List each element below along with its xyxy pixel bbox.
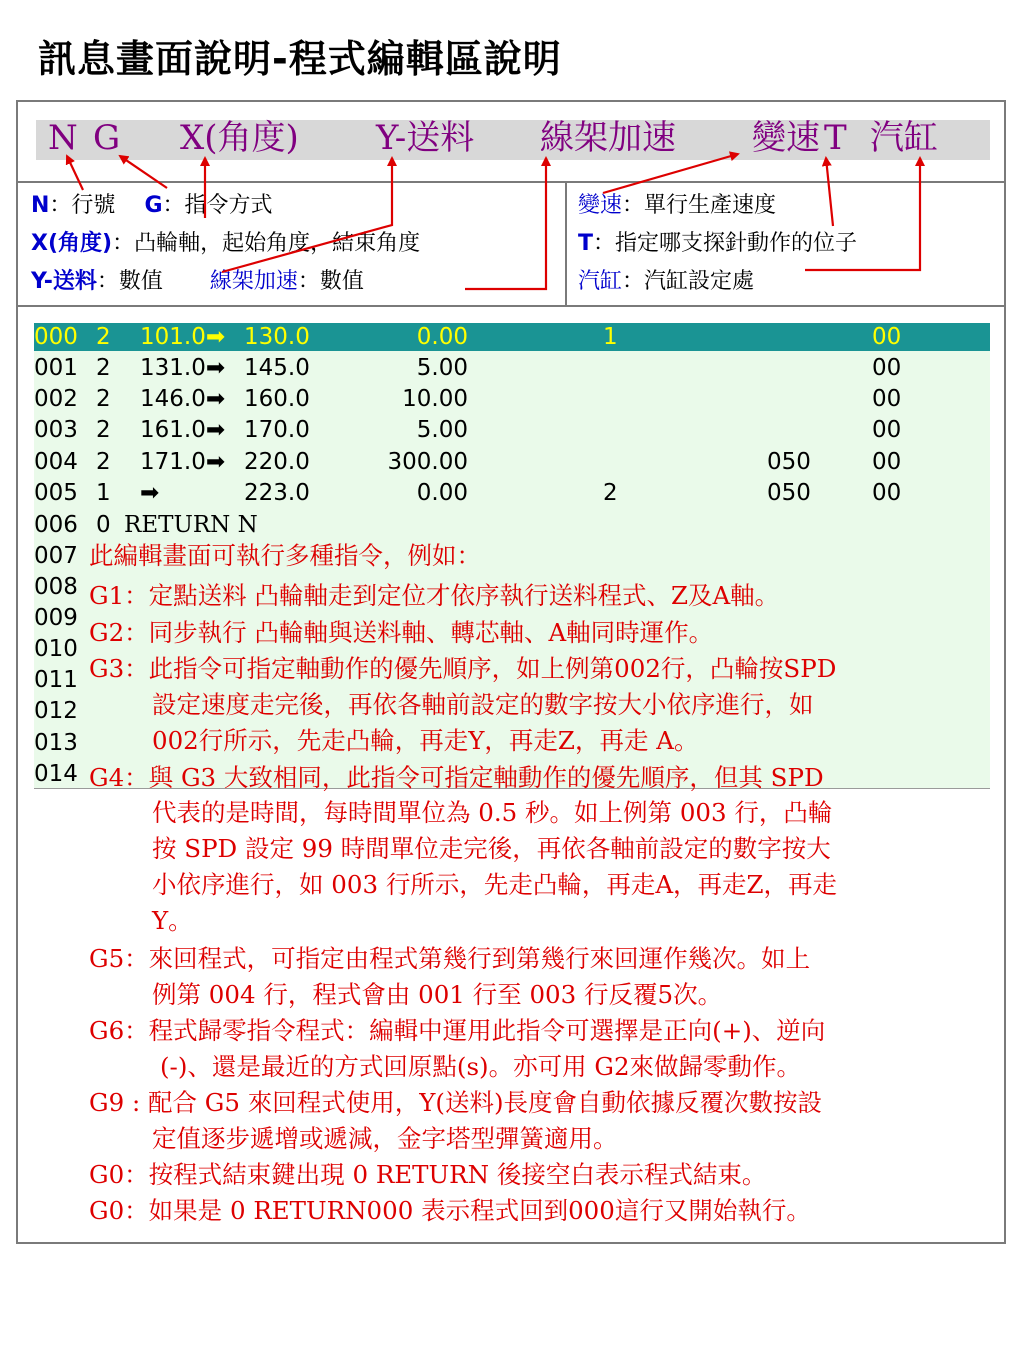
line-number: 009 [34, 605, 78, 631]
row-g-code: 2 [96, 355, 111, 381]
header-n: N [48, 118, 78, 158]
legend-cylinder-desc: ：汽缸設定處 [622, 269, 755, 294]
line-number: 010 [34, 636, 78, 662]
row-speed: 1 [603, 324, 618, 350]
legend-y-key: Y-送料 [31, 269, 97, 294]
row-feed-value: 5.00 [416, 355, 468, 381]
arrow-y-feed [222, 158, 392, 272]
line-number: 007 [34, 543, 78, 569]
row-end-angle: 220.0 [244, 449, 310, 475]
note-intro: 此編輯畫面可執行多種指令，例如： [89, 541, 481, 570]
row-line-number: 005 [34, 480, 78, 506]
note-g9-cont: 定值逐步遞增或遞減，金字塔型彈簧適用。 [152, 1124, 618, 1153]
row-start-angle: 131.0➡ [140, 355, 226, 381]
note-g4-cont: 小依序進行，如 003 行所示，先走凸輪，再走A，再走Z，再走 [152, 870, 838, 899]
note-g1: G1：定點送料 凸輪軸走到定位才依序執行送料程式、Z及A軸。 [89, 581, 780, 610]
legend-feeder-desc: ：數值 [297, 269, 364, 294]
note-g3-cont: 設定速度走完後，再依各軸前設定的數字按大小依序進行，如 [152, 690, 814, 719]
header-feeder-accel: 線架加速 [540, 118, 676, 158]
row-cylinder: 00 [872, 480, 902, 506]
row-line-number: 004 [34, 449, 78, 475]
arrow-t [826, 158, 833, 226]
legend-t-key: T [578, 231, 594, 256]
note-g3-cont: 002行所示，先走凸輪，再走Y，再走Z，再走 A。 [152, 726, 699, 755]
legend-x-desc: ：凸輪軸，起始角度，結束角度 [112, 231, 421, 256]
arrow-cylinder [805, 158, 920, 270]
row-end-angle: 223.0 [244, 480, 310, 506]
row-line-number: 003 [34, 417, 78, 443]
note-g3: G3：此指令可指定軸動作的優先順序，如上例第002行，凸輪按SPD [89, 654, 837, 683]
row-start-angle: 171.0➡ [140, 449, 226, 475]
legend-t-desc: ：指定哪支探針動作的位子 [593, 231, 858, 256]
row-cylinder: 00 [872, 449, 902, 475]
legend-x-key: X(角度) [31, 231, 113, 256]
note-g0-end: G0：按程式結束鍵出現 0 RETURN 後接空白表示程式結束。 [89, 1160, 767, 1189]
line-number: 011 [34, 667, 78, 693]
legend-n-desc: ：行號 [49, 193, 116, 218]
note-g0-return: G0：如果是 0 RETURN000 表示程式回到000這行又開始執行。 [89, 1196, 811, 1225]
header-cylinder: 汽缸 [870, 118, 938, 158]
row-cylinder: 00 [872, 355, 902, 381]
row-g-code: 2 [96, 324, 111, 350]
note-g4-cont: 按 SPD 設定 99 時間單位走完後，再依各軸前設定的數字按大 [152, 834, 831, 863]
note-g5-cont: 例第 004 行，程式會由 001 行至 003 行反覆5次。 [152, 980, 723, 1009]
row-end-angle: 145.0 [244, 355, 310, 381]
legend-cylinder-key: 汽缸 [578, 269, 623, 294]
row-g-code: 2 [96, 449, 111, 475]
row-end-angle: 160.0 [244, 386, 310, 412]
row-cylinder: 00 [872, 386, 902, 412]
row-feed-value: 10.00 [402, 386, 468, 412]
row-probe-t: 050 [767, 480, 811, 506]
row-start-angle: 161.0➡ [140, 417, 226, 443]
row-line-number: 002 [34, 386, 78, 412]
return-g: 0 [96, 512, 111, 538]
header-speed: 變速 [752, 118, 820, 158]
return-text: RETURN N [124, 512, 258, 538]
legend-speed-key: 變速 [578, 193, 623, 218]
row-g-code: 1 [96, 480, 111, 506]
row-cylinder: 00 [872, 417, 902, 443]
arrow-feeder-accel [465, 158, 546, 289]
line-number: 008 [34, 574, 78, 600]
arrow-n [67, 156, 83, 190]
legend-n-key: N [31, 193, 50, 218]
arrow-g [120, 156, 167, 188]
row-g-code: 2 [96, 417, 111, 443]
header-t: T [824, 118, 847, 158]
row-speed: 2 [603, 480, 618, 506]
legend-feeder-key: 線架加速 [209, 269, 298, 294]
row-start-angle: ➡ [140, 480, 160, 506]
row-line-number: 001 [34, 355, 78, 381]
note-g4-cont: 代表的是時間，每時間單位為 0.5 秒。如上例第 003 行，凸輪 [152, 798, 833, 827]
row-feed-value: 5.00 [416, 417, 468, 443]
note-g6-cont: (-)、還是最近的方式回原點(s)。亦可用 G2來做歸零動作。 [160, 1052, 802, 1081]
legend-g-desc: ：指令方式 [162, 193, 273, 218]
note-g2: G2：同步執行 凸輪軸與送料軸、轉芯軸、A軸同時運作。 [89, 618, 714, 647]
row-line-number: 000 [34, 324, 78, 350]
row-cylinder: 00 [872, 324, 902, 350]
legend-g-key: G [144, 193, 163, 218]
row-feed-value: 300.00 [387, 449, 468, 475]
note-g9: G9 : 配合 G5 來回程式使用，Y(送料)長度會自動依據反覆次數按設 [89, 1088, 823, 1117]
line-number: 014 [34, 761, 78, 787]
row-feed-value: 0.00 [416, 480, 468, 506]
note-g4: G4：與 G3 大致相同，此指令可指定軸動作的優先順序，但其 SPD [89, 763, 824, 792]
row-feed-value: 0.00 [416, 324, 468, 350]
row-end-angle: 170.0 [244, 417, 310, 443]
line-number: 012 [34, 698, 78, 724]
arrow-speed [603, 154, 738, 193]
line-number: 013 [34, 730, 78, 756]
header-x-angle: X(角度) [180, 118, 299, 158]
row-start-angle: 101.0➡ [140, 324, 226, 350]
legend-speed-desc: ：單行生產速度 [622, 193, 777, 218]
row-probe-t: 050 [767, 449, 811, 475]
row-start-angle: 146.0➡ [140, 386, 226, 412]
header-y-feed: Y-送料 [376, 118, 475, 158]
note-g4-cont: Y。 [152, 906, 193, 935]
header-g: G [93, 118, 121, 158]
return-line-number: 006 [34, 512, 78, 538]
row-g-code: 2 [96, 386, 111, 412]
note-g5: G5：來回程式，可指定由程式第幾行到第幾行來回運作幾次。如上 [89, 944, 811, 973]
note-g6: G6：程式歸零指令程式：編輯中運用此指令可選擇是正向(+)、逆向 [89, 1016, 826, 1045]
legend-y-desc: ：數值 [96, 269, 163, 294]
row-end-angle: 130.0 [244, 324, 310, 350]
page-title: 訊息畫面說明-程式編輯區說明 [38, 37, 562, 81]
